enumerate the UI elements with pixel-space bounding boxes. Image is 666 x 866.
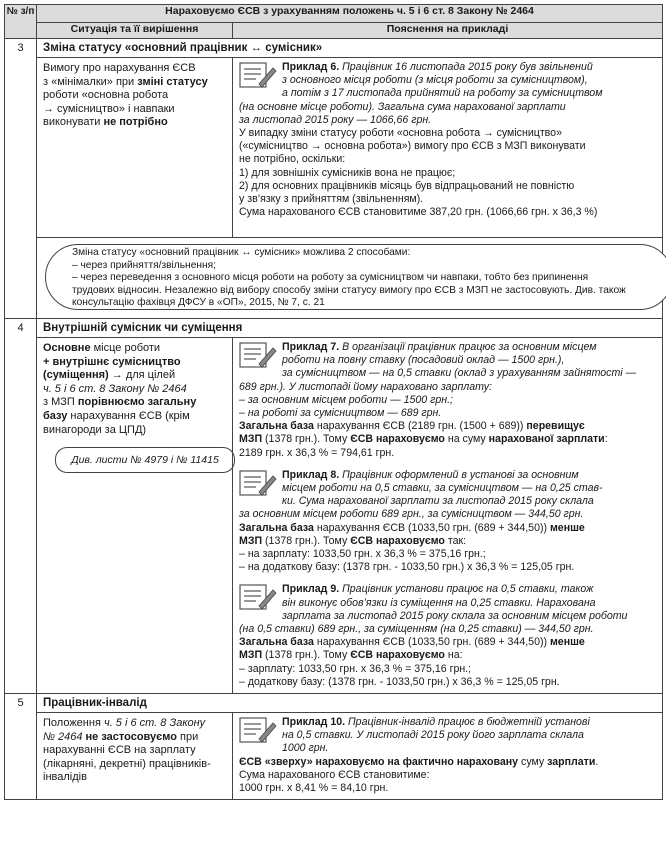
example-7: Приклад 7. В організації працівник працює за основним місцем роботи на повну ставку (посадовий оклад — 1500 грн.), за сумісництвом — на 0,5 ставки (оклад з урахуванням зайнятості — 689 грн.). У листопаді йому нараховано зарплату: – за основним місцем роботи — 1500 грн.; – на роботі за сумісництвом — 689 грн. Загальна база нарахування ЄСВ (2189 грн. (1500 + 689)) перевищує МЗП (1378 грн.). Тому ЄСВ нараховуємо на суму нарахованої зарплати: 2189 грн. х 36,3 % = 794,61 грн. [239,341,637,459]
col-explanation-header: Пояснення на прикладі [233,23,663,39]
num-header [5,5,37,39]
section-5-title-row [5,694,663,713]
section-4-content-row [5,338,663,694]
document-pencil-icon [239,342,277,368]
reference-note: Див. листи № 4979 і № 11415 [55,447,235,473]
num-header-label: № з/п [6,6,35,17]
situation-cell: Вимогу про нарахування ЄСВ з «мінімалки» при зміні статусу роботи «основна робота → сумісництво» і навпаки виконувати не потрібно [37,58,233,238]
section-5-content-row [5,713,663,800]
example-title: Приклад 10. [282,716,346,729]
example-title: Приклад 9. [282,583,340,596]
document-pencil-icon [239,584,277,610]
situation-cell: Положення ч. 5 і 6 ст. 8 Закону № 2464 не застосовуємо при нарахуванні ЄСВ на зарплату (лікарняні, декретні) працівників- інвалідів [37,713,233,800]
explanation-cell [233,338,663,694]
column-headers [5,23,663,39]
example-9: Приклад 9. Працівник установи працює на 0,5 ставки, також він виконує обов’язки із суміщення на 0,25 ставки. Нарахована зарплата за листопад 2015 року склала за основним місцем роботи (на 0,5 ставки) 689 грн., за суміщенням (на 0,25 ставки) — 344,50 грн. Загальна база нарахування ЄСВ (1033,50 грн. (689 + 344,50)) менше МЗП (1378 грн.). Тому ЄСВ нараховуємо на: – зарплату: 1033,50 грн. х 36,3 % = 375,16 грн.; – додаткову базу: (1378 грн. - 1033,50 грн.) х 36,3 % = 125,05 грн. [239,583,628,688]
note-cell [37,238,663,319]
section-title: Працівник-інвалід [37,694,663,713]
document-pencil-icon [239,470,277,496]
example-6: Приклад 6. Працівник 16 листопада 2015 року був звільнений з основного місця роботи (з місця роботи за сумісництвом), а потім з 17 листопада прийнятий на роботу за сумісництвом (на основне місце роботи). Загальна сума нарахованої зарплати за листопад 2015 року — 1066,66 грн. У випадку зміни статусу роботи «основна робота → сумісництво» («сумісництво → основна робота») вимогу про ЄСВ з МЗП виконувати не потрібно, оскільки: 1) для зовнішніх сумісників вона не працює; 2) для основних працівників місяць був відпрацьований не повністю у зв’язку з прийняттям (звільненням). Сума нарахованого ЄСВ становитиме 387,20 грн. (1066,66 грн. х 36,3 %) [239,61,603,219]
explanation-cell [233,713,663,800]
esv-table [4,4,663,800]
section-number: 3 [5,39,37,319]
example-title: Приклад 6. [282,61,340,73]
section-4-title-row [5,319,663,338]
explanation-cell [233,58,663,238]
section-number: 5 [5,694,37,800]
section-3-content-row [5,58,663,238]
section-title: Внутрішній сумісник чи суміщення [37,319,663,338]
document [4,4,662,862]
col-situation-header: Ситуація та її вирішення [37,23,233,39]
section-number: 4 [5,319,37,694]
section-title: Зміна статусу «основний працівник ↔ сумісник» [37,39,663,58]
example-title: Приклад 8. [282,468,340,481]
table-title-text: Нараховуємо ЄСВ з урахуванням положень ч. 5 і 6 ст. 8 Закону № 2464 [165,5,534,17]
table-title [37,5,663,23]
situation-cell: Основне місце роботи + внутрішнє сумісництво (суміщення) → для цілей ч. 5 і 6 ст. 8 Закону № 2464 з МЗП порівнюємо загальну базу нарахування ЄСВ (крім винагороди за ЦПД) Див. листи № 4979 і № 11415 [37,338,233,694]
example-10: Приклад 10. Працівник-інвалід працює в бюджетній установі на 0,5 ставки. У листопаді 2015 року його зарплата склала 1000 грн. ЄСВ «зверху» нараховуємо на фактично нараховану суму зарплати. Сума нарахованого ЄСВ становитиме: 1000 грн. х 8,41 % = 84,10 грн. [239,716,599,795]
note-bubble: Зміна статусу «основний працівник ↔ сумісник» можлива 2 способами: – через прийняття/звільнення; – через переведення з основного місця роботи на роботу за сумісництвом чи навпаки, тобто без припинення трудових відносин. Незалежно від вибору способу зміни статусу вимогу про ЄСВ з МЗП не застосовують. Див. також консультацію фахівця ДФСУ в «ОП», 2015, № 7, с. 21 [45,244,666,310]
example-8: Приклад 8. Працівник оформлений в установі за основним місцем роботи на 0,5 ставки, за сумісництвом — на 0,25 став- ки. Сума нарахованої зарплати за листопад 2015 року склала за основним місцем роботи 689 грн., за сумісництвом — 344,50 грн. Загальна база нарахування ЄСВ (1033,50 грн. (689 + 344,50)) менше МЗП (1378 грн.). Тому ЄСВ нараховуємо так: – на зарплату: 1033,50 грн. х 36,3 % = 375,16 грн.; – на додаткову базу: (1378 грн. - 1033,50 грн.) х 36,3 % = 125,05 грн. [239,468,603,574]
document-pencil-icon [239,62,277,88]
section-3-title-row [5,39,663,58]
document-pencil-icon [239,717,277,743]
example-title: Приклад 7. [282,341,340,353]
table-header [5,5,663,23]
section-3-note-row [5,238,663,319]
